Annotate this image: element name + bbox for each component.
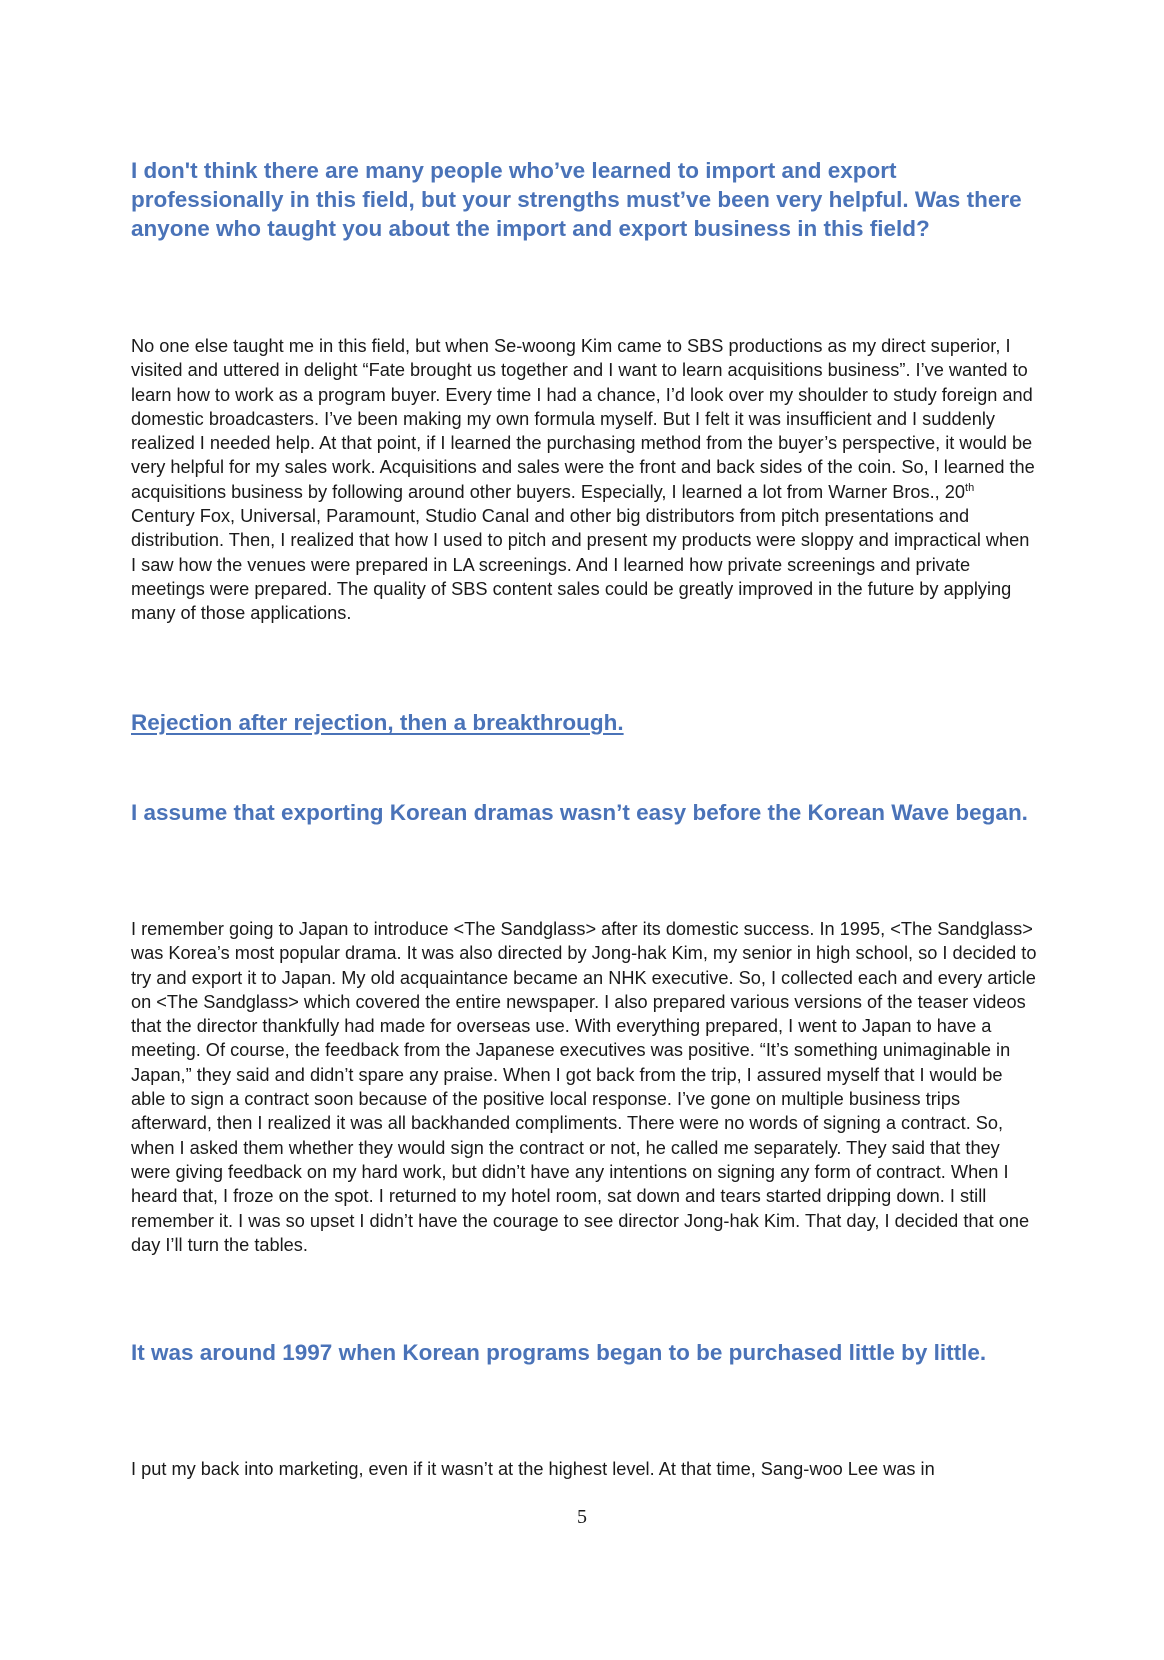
answer-paragraph-1: [131, 334, 1037, 626]
page-number: 5: [577, 1506, 587, 1528]
answer-paragraph-1-text-a: No one else taught me in this field, but when Se-woong Kim came to SBS productions as my direct superior, I visited and uttered in delight “Fate brought us together and I want to learn acquisitions business”. I’ve wanted to learn how to work as a program buyer. Every time I had a chance, I’d look over my shoulder to study foreign and domestic broadcasters. I’ve been making my own formula myself. But I felt it was insufficient and I suddenly realized I needed help. At that point, if I learned the purchasing method from the buyer’s perspective, it would be very helpful for my sales work. Acquisitions and sales were the front and back sides of the coin. So, I learned the acquisitions business by following around other buyers. Especially, I learned a lot from Warner Bros., 20: [131, 336, 1035, 502]
interview-question-1: I don't think there are many people who’ve learned to import and export professionally in this field, but your strengths must’ve been very helpful. Was there anyone who taught you about the import and export business in this field?: [131, 158, 1022, 241]
answer-paragraph-2: I remember going to Japan to introduce <The Sandglass> after its domestic success. In 1995, <The Sandglass> was Korea’s most popular drama. It was also directed by Jong-hak Kim, my senior in high school, so I decided to try and export it to Japan. My old acquaintance became an NHK executive. So, I collected each and every article on <The Sandglass> which covered the entire newspaper. I also prepared various versions of the teaser videos that the director thankfully had made for overseas use. With everything prepared, I went to Japan to have a meeting. Of course, the feedback from the Japanese executives was positive. “It’s something unimaginable in Japan,” they said and didn’t spare any praise. When I got back from the trip, I assured myself that I would be able to sign a contract soon because of the positive local response. I’ve gone on multiple business trips afterward, then I realized it was all backhanded compliments. There were no words of signing a contract. So, when I asked them whether they would sign the contract or not, he called me separately. They said that they were giving feedback on my hard work, but didn’t have any intentions on signing any form of contract. When I heard that, I froze on the spot. I returned to my hotel room, sat down and tears started dripping down. I still remember it. I was so upset I didn’t have the courage to see director Jong-hak Kim. That day, I decided that one day I’ll turn the tables.: [131, 919, 1037, 1255]
answer-paragraph-3: I put my back into marketing, even if it wasn’t at the highest level. At that time, Sang-woo Lee was in: [131, 1459, 935, 1479]
section-heading: Rejection after rejection, then a breakthrough.: [131, 710, 624, 735]
interview-question-3: It was around 1997 when Korean programs began to be purchased little by little.: [131, 1340, 987, 1365]
answer-paragraph-1-text-b: Century Fox, Universal, Paramount, Studio Canal and other big distributors from pitch presentations and distribution. Then, I realized that how I used to pitch and present my products were sloppy and impractical when I saw how the venues were prepared in LA screenings. And I learned how private screenings and private meetings were prepared. The quality of SBS content sales could be greatly improved in the future by applying many of those applications.: [131, 506, 1030, 624]
interview-question-2: I assume that exporting Korean dramas wasn’t easy before the Korean Wave began.: [131, 800, 1028, 825]
ordinal-superscript: th: [965, 481, 975, 494]
